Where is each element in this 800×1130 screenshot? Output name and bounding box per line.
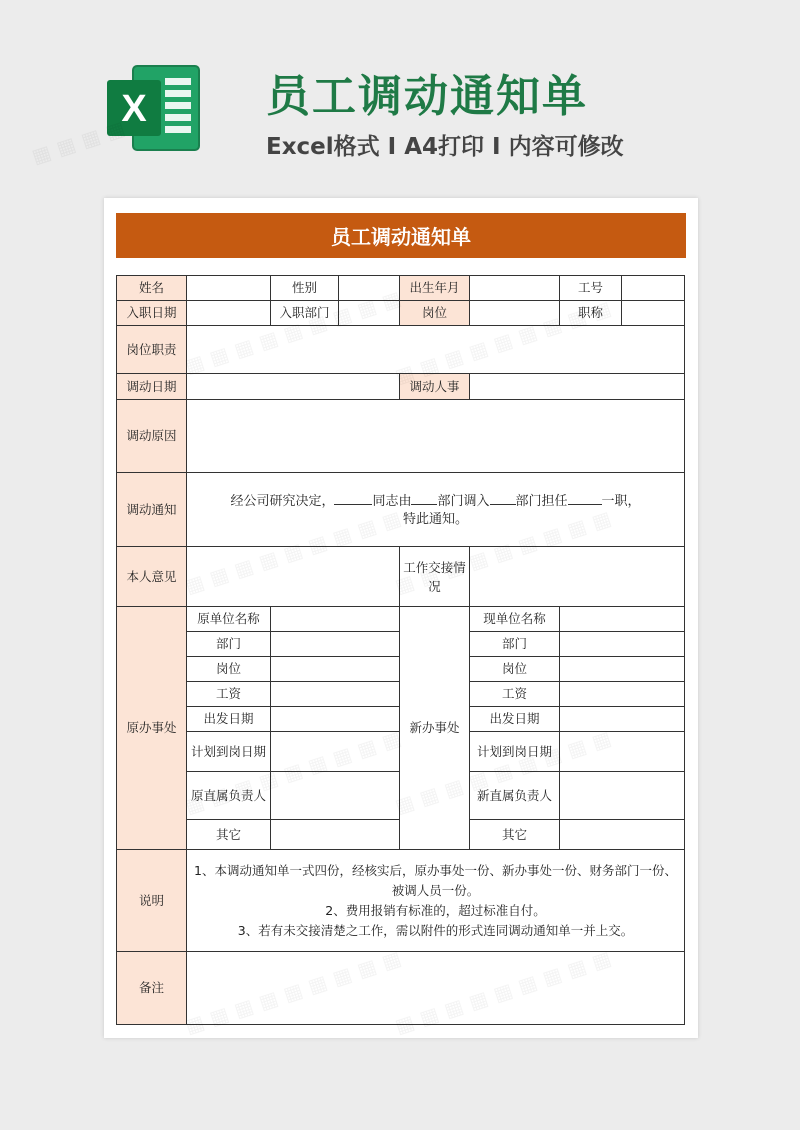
hire-dept-label: 入职部门 (271, 301, 339, 326)
old-office-label: 原办事处 (117, 607, 187, 850)
transfer-date-label: 调动日期 (117, 374, 187, 400)
remarks-label: 备注 (117, 952, 187, 1025)
old-field-value[interactable] (271, 682, 400, 707)
new-field-label: 部门 (470, 632, 560, 657)
reason-cell[interactable] (187, 400, 685, 473)
position-cell[interactable] (470, 301, 560, 326)
table-row (117, 400, 685, 473)
new-field-value[interactable] (560, 632, 685, 657)
new-field-value[interactable] (560, 707, 685, 732)
new-field-label: 现单位名称 (470, 607, 560, 632)
new-field-value[interactable] (560, 657, 685, 682)
notes-text (187, 850, 685, 952)
old-field-label: 出发日期 (187, 707, 271, 732)
table-row (117, 301, 685, 326)
transfer-hr-label: 调动人事 (400, 374, 470, 400)
transfer-form-table (116, 275, 685, 1025)
new-field-value[interactable] (560, 607, 685, 632)
old-field-label: 部门 (187, 632, 271, 657)
table-row (117, 374, 685, 400)
hire-date-label: 入职日期 (117, 301, 187, 326)
new-field-label: 新直属负责人 (470, 772, 560, 820)
header (0, 0, 800, 190)
new-field-value[interactable] (560, 820, 685, 850)
duties-label: 岗位职责 (117, 326, 187, 374)
old-field-label: 原单位名称 (187, 607, 271, 632)
new-field-label: 出发日期 (470, 707, 560, 732)
notes-label: 说明 (117, 850, 187, 952)
handover-label: 工作交接情况 (400, 547, 470, 607)
form-sheet (104, 198, 698, 1038)
new-field-label: 其它 (470, 820, 560, 850)
page-title: 员工调动通知单 (266, 71, 588, 122)
new-field-value[interactable] (560, 732, 685, 772)
page-subtitle: Excel格式 I A4打印 I 内容可修改 (266, 134, 624, 160)
position-label: 岗位 (400, 301, 470, 326)
table-row (117, 850, 685, 952)
old-field-value[interactable] (271, 732, 400, 772)
note-item: 1、本调动通知单一式四份，经核实后，原办事处一份、新办事处一份、财务部门一份、被调人员一份。 (194, 862, 677, 898)
name-label: 姓名 (117, 276, 187, 301)
excel-logo-icon (103, 58, 203, 158)
table-row (117, 276, 685, 301)
remarks-cell[interactable] (187, 952, 685, 1025)
form-banner: 员工调动通知单 (116, 213, 686, 258)
opinion-label: 本人意见 (117, 547, 187, 607)
employee-id-label: 工号 (560, 276, 622, 301)
duties-cell[interactable] (187, 326, 685, 374)
old-field-label: 计划到岗日期 (187, 732, 271, 772)
old-field-value[interactable] (271, 607, 400, 632)
table-row (117, 547, 685, 607)
title-label: 职称 (560, 301, 622, 326)
old-field-value[interactable] (271, 657, 400, 682)
transfer-hr-cell[interactable] (470, 374, 685, 400)
old-field-value[interactable] (271, 632, 400, 657)
table-row (117, 607, 685, 632)
note-item: 2、费用报销有标准的，超过标准自付。 (325, 902, 546, 918)
new-field-label: 工资 (470, 682, 560, 707)
notice-text: 经公司研究决定， 同志由 部门调入 部门担任 一职， 特此通知。 (187, 473, 685, 547)
old-field-value[interactable] (271, 707, 400, 732)
gender-cell[interactable] (339, 276, 400, 301)
old-field-label: 原直属负责人 (187, 772, 271, 820)
name-cell[interactable] (187, 276, 271, 301)
transfer-date-cell[interactable] (187, 374, 400, 400)
handover-cell[interactable] (470, 547, 685, 607)
title-cell[interactable] (622, 301, 685, 326)
old-field-value[interactable] (271, 772, 400, 820)
new-field-value[interactable] (560, 682, 685, 707)
note-item: 3、若有未交接清楚之工作，需以附件的形式连同调动通知单一并上交。 (237, 922, 634, 938)
gender-label: 性别 (271, 276, 339, 301)
hire-dept-cell[interactable] (339, 301, 400, 326)
notice-label: 调动通知 (117, 473, 187, 547)
new-field-value[interactable] (560, 772, 685, 820)
hire-date-cell[interactable] (187, 301, 271, 326)
new-field-label: 岗位 (470, 657, 560, 682)
table-row (117, 326, 685, 374)
opinion-cell[interactable] (187, 547, 400, 607)
new-field-label: 计划到岗日期 (470, 732, 560, 772)
old-field-label: 其它 (187, 820, 271, 850)
svg-text:X: X (121, 88, 147, 130)
employee-id-cell[interactable] (622, 276, 685, 301)
table-row (117, 952, 685, 1025)
old-field-value[interactable] (271, 820, 400, 850)
old-field-label: 工资 (187, 682, 271, 707)
birth-cell[interactable] (470, 276, 560, 301)
reason-label: 调动原因 (117, 400, 187, 473)
old-field-label: 岗位 (187, 657, 271, 682)
birth-label: 出生年月 (400, 276, 470, 301)
table-row (117, 473, 685, 547)
new-office-label: 新办事处 (400, 607, 470, 850)
